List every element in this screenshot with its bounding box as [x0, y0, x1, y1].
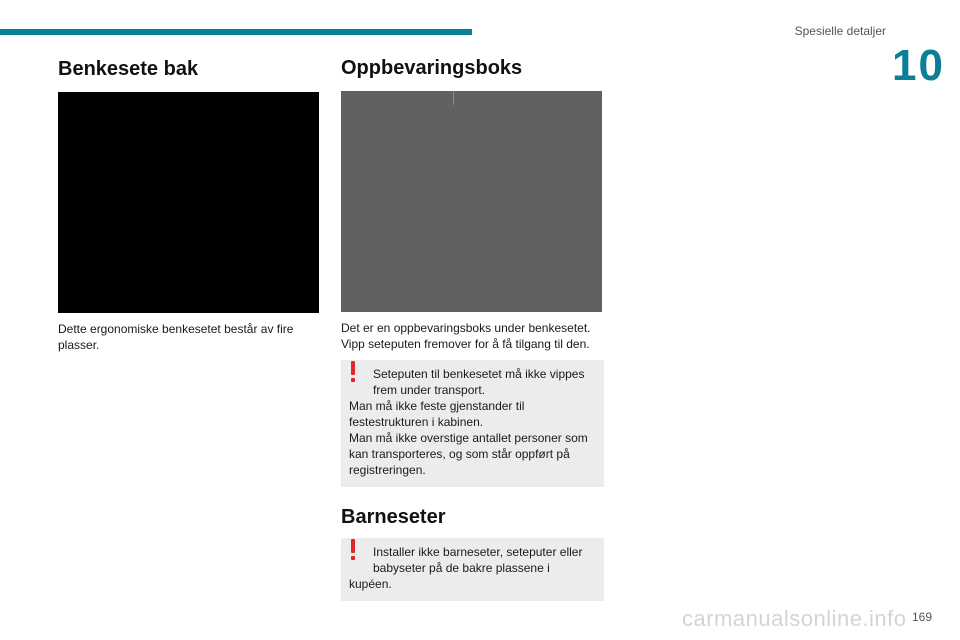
warning-box-child-seats — [341, 538, 604, 601]
warning-box-storage — [341, 360, 604, 487]
heading-storage-box: Oppbevaringsboks — [341, 57, 523, 79]
storage-box-text: Det er en oppbevaringsboks under benkesetet. Vipp seteputen fremover for å få tilgang til den. — [341, 321, 591, 351]
rear-bench-photo — [58, 92, 319, 313]
warning-line: Installer ikke barneseter, seteputer eller babyseter på de bakre plassene i — [373, 545, 583, 575]
warning-line: kupéen. — [349, 577, 392, 591]
watermark: carmanualsonline.info — [682, 606, 907, 631]
warning-line: Man må ikke overstige antallet personer som kan transporteres, og som står oppført på registreringen. — [349, 431, 588, 477]
left-column — [58, 55, 320, 353]
page-number: 169 — [912, 610, 933, 624]
warning-line: Man må ikke feste gjenstander til festestrukturen i kabinen. — [349, 399, 525, 429]
heading-child-seats: Barneseter — [341, 506, 446, 528]
right-column — [341, 55, 604, 601]
rear-bench-text: Dette ergonomiske benkesetet består av fire plasser. — [58, 322, 294, 352]
photo-mark — [453, 91, 454, 105]
warning-line: Seteputen til benkesetet må ikke vippes frem under transport. — [373, 367, 585, 397]
section-title: Spesielle detaljer — [794, 24, 886, 38]
header-accent-bar — [0, 29, 472, 35]
storage-box-photo — [341, 91, 602, 312]
chapter-number: 10 — [892, 41, 945, 90]
heading-rear-bench: Benkesete bak — [58, 58, 199, 80]
